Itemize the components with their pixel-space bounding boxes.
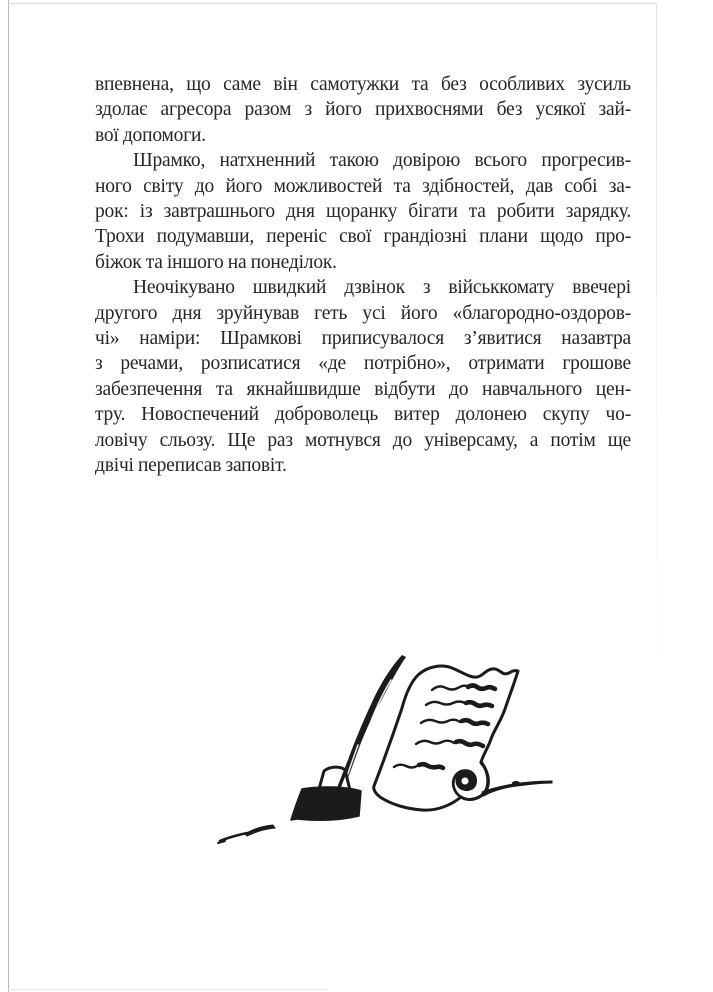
- text-line: Шрамко, натхненний такою довірою всього прогресив-: [133, 150, 631, 172]
- paragraph: [95, 72, 631, 148]
- text-line: двічі переписав заповіт.: [95, 455, 287, 477]
- text-line: впевнена, що саме він самотужки та без особливих зусиль: [95, 74, 631, 95]
- text-line: тру. Новоспечений доброволець витер долонею скупу чо-: [95, 404, 631, 426]
- text-line: з речами, розписатися «де потрібно», отримати грошове: [95, 353, 631, 375]
- page-edge-line-top: [8, 3, 657, 4]
- text-line: Неочікувано швидкий дзвінок з військкомату ввечері: [133, 277, 631, 299]
- text-line: рок: із завтрашнього дня щоранку бігати та робити зарядку.: [95, 201, 631, 223]
- paragraph: [95, 148, 631, 275]
- text-line: другого дня зруйнував геть усі його «благородно-оздоров-: [95, 302, 631, 324]
- page-edge-line-bottom: [8, 989, 328, 990]
- text-line: ловічу сльозу. Ще раз мотнувся до універсаму, а потім ще: [95, 429, 631, 451]
- text-line: вої допомоги.: [95, 124, 206, 146]
- text-block: [95, 72, 631, 479]
- text-line: ного світу до його можливостей та здібностей, дав собі за-: [95, 175, 631, 197]
- text-line: забезпечення та якнайшвидше відбути до навчального цен-: [95, 378, 631, 400]
- text-line: Трохи подумавши, переніс свої грандіозні плани щодо про-: [95, 226, 631, 248]
- paragraph: [95, 275, 631, 478]
- page-edge-line-right: [656, 3, 657, 703]
- text-line: чі» наміри: Шрамкові приписувалося з’явитися назавтра: [95, 328, 631, 350]
- text-line: здолає агресора разом з його прихвоснями без усякої зай-: [95, 99, 631, 121]
- page-edge-line-left: [8, 0, 9, 992]
- text-line: біжок та іншого на понеділок.: [95, 251, 337, 273]
- quill-inkwell-scroll-illustration: [200, 640, 560, 860]
